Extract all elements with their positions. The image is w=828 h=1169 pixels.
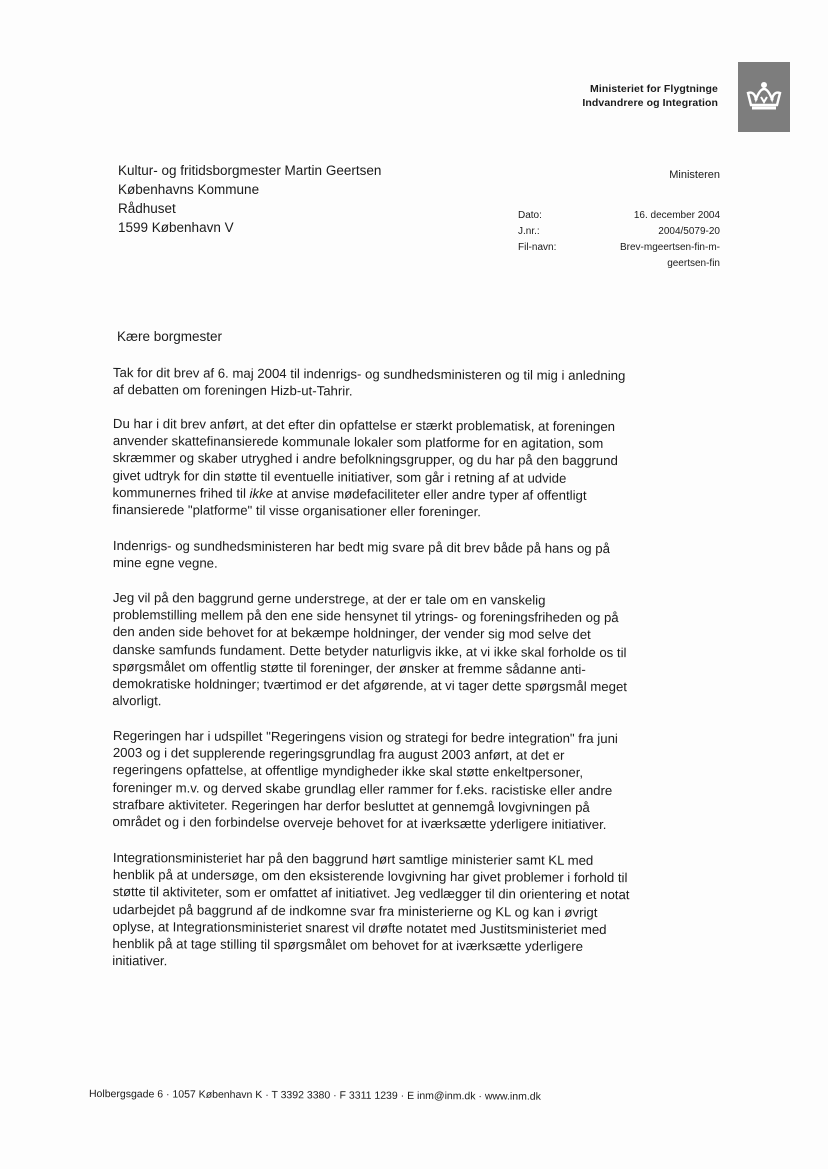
paragraph (112, 415, 633, 521)
recipient-address (118, 161, 381, 237)
letter-metadata (518, 208, 720, 272)
sender-title: Ministeren (669, 169, 720, 181)
meta-row-file (518, 240, 720, 272)
salutation: Kære borgmester (117, 329, 223, 344)
paragraph: Tak for dit brev af 6. maj 2004 til indenrigs- og sundhedsministeren og til mig i anledning af debatten om foreningen Hizb-ut-Tahrir. (112, 364, 626, 399)
recipient-line: Kultur- og fritidsborgmester Martin Geertsen (118, 163, 382, 178)
letter-body (113, 364, 633, 987)
file-label: Fil-navn: (518, 242, 557, 253)
ministry-name (582, 82, 718, 110)
paragraph-text: at anvise mødefaciliteter eller andre typer af offentligt finansierede "platforme" til visse organisationer eller foreninger. (112, 486, 587, 520)
crown-icon (744, 77, 784, 117)
file-value-line2: geertsen-fin (667, 258, 720, 269)
date-label: Dato: (518, 210, 542, 221)
paragraph: Jeg vil på den baggrund gerne understrege, at der er tale om en vanskelig problemstilling mellem på den ene side hensynet til ytrings- og foreningsfriheden og på den anden side behovet for at bekæmpe holdninger, der vender sig mod selve det danske samfunds fundament. Dette betyder naturligvis ikke, at vi ikke skal forholde os til spørgsmålet om offentlig støtte til foreninger, der ønsker at fremme sådanne anti-demokratiske holdninger; tværtimod er det afgørende, at vi tager dette spørgsmål meget alvorligt. (112, 590, 628, 709)
date-value: 16. december 2004 (633, 210, 720, 221)
jnr-value: 2004/5079-20 (658, 226, 720, 237)
paragraph: Indenrigs- og sundhedsministeren har bedt mig svare på dit brev både på hans og på mine egne vegne. (112, 537, 611, 571)
paragraph: Integrationsministeriet har på den baggrund hørt samtlige ministerier samt KL med henblik på at undersøge, om den eksisterende lovgivning har givet problemer i forhold til støtte til aktiviteter, som er omfattet af initiativet. Jeg vedlægger til din orientering et notat udarbejdet på baggrund af de indkomne svar fra ministerierne og KL og kan i øvrigt oplyse, at Integrationsministeriet snarest vil drøfte notatet med Justitsministeriet med henblik på at tage stilling til spørgsmålet om behovet for at iværksætte yderligere initiativer. (112, 849, 630, 969)
paragraph: Regeringen har i udspillet "Regeringens vision og strategi for bedre integration" fra juni 2003 og i det supplerende regeringsgrundlag fra august 2003 anført, at det er regeringens opfattelse, at offentlige myndigheder ikke skal støtte enkeltpersoner, foreninger m.v. og derved skabe grundlag eller rammer for f.eks. racistiske eller andre strafbare aktiviteter. Regeringen har derfor besluttet at gennemgå lovgivningen på området og i den forbindelse overveje behovet for at iværksætte yderligere initiativer. (112, 728, 618, 833)
file-value-line1: Brev-mgeertsen-fin-m- (619, 242, 720, 253)
footer-contact: Holbergsgade 6 · 1057 København K · T 3392 3380 · F 3311 1239 · E inm@inm.dk · www.inm.dk (88, 1088, 541, 1103)
jnr-label: J.nr.: (518, 226, 540, 237)
recipient-line: Rådhuset (118, 201, 176, 216)
meta-row-jnr (518, 224, 720, 240)
ministry-logo (738, 62, 790, 132)
ministry-name-line2: Indvandrere og Integration (582, 97, 718, 109)
file-value (578, 240, 720, 272)
recipient-line: 1599 København V (118, 220, 234, 235)
paragraph-text: Du har i dit brev anført, at det efter din opfattelse er stærkt problematisk, at foreningen anvender skattefinansierede kommunale lokaler som platforme for en agitation, som skræmmer og skaber utryghed i andre befolkningsgrupper, og du har på den baggrund givet udtryk for din støtte til eventuelle initiativer, som går i retning af at udvide kommunernes frihed til (112, 416, 618, 502)
recipient-line: Københavns Kommune (118, 182, 260, 197)
meta-row-date (518, 208, 720, 224)
ministry-name-line1: Ministeriet for Flygtninge (589, 83, 718, 95)
emphasis-text: ikke (249, 486, 274, 502)
